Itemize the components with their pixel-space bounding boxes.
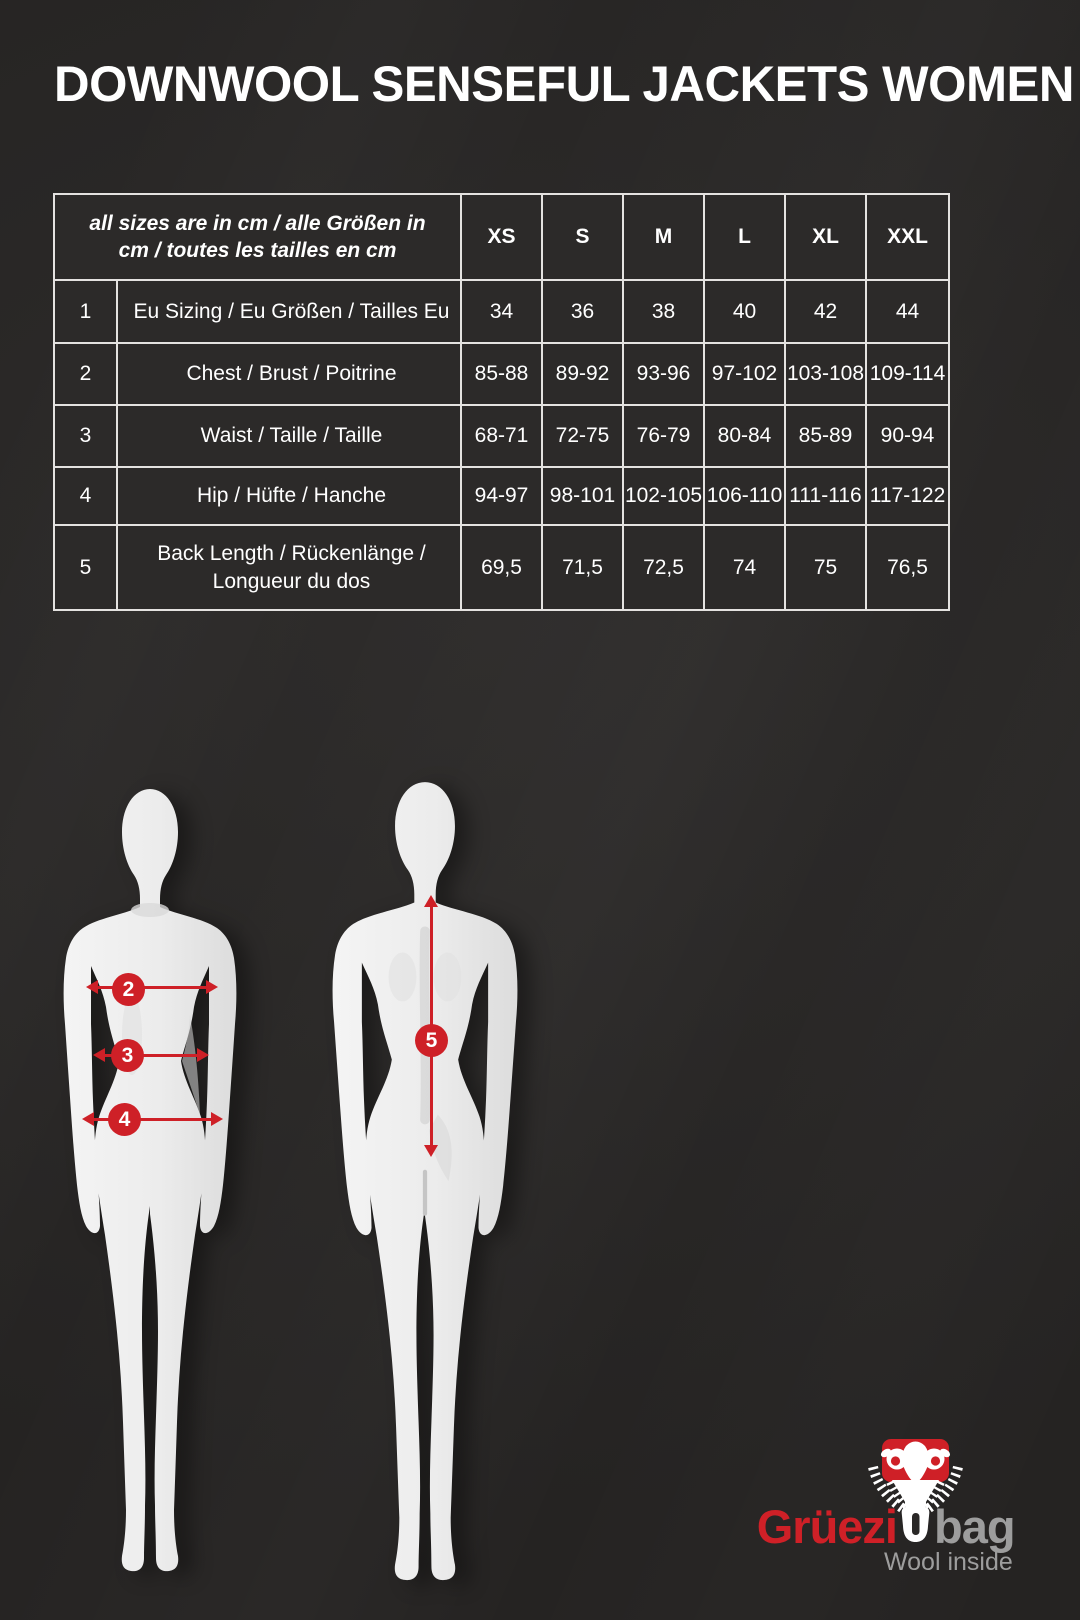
- size-header-xl: XL: [785, 194, 866, 280]
- cell-value: 80-84: [704, 405, 785, 467]
- cell-value: 90-94: [866, 405, 949, 467]
- cell-value: 42: [785, 280, 866, 343]
- table-row-waist: [54, 405, 949, 467]
- table-header-row: [54, 194, 949, 280]
- row-label: Waist / Taille / Taille: [117, 405, 461, 467]
- row-number: 4: [54, 467, 117, 525]
- size-header-s: S: [542, 194, 623, 280]
- waist-marker-badge: 3: [111, 1039, 144, 1072]
- cell-value: 38: [623, 280, 704, 343]
- size-header-m: M: [623, 194, 704, 280]
- size-table: [53, 193, 950, 611]
- logo-brand-red: Grüezi: [756, 1500, 897, 1553]
- hip-marker-badge: 4: [108, 1103, 141, 1136]
- table-row-hip: [54, 467, 949, 525]
- cell-value: 34: [461, 280, 542, 343]
- cell-value: 75: [785, 525, 866, 610]
- row-number: 1: [54, 280, 117, 343]
- cell-value: 109-114: [866, 343, 949, 405]
- logo-brand-gray: bag: [934, 1500, 1015, 1553]
- row-number: 2: [54, 343, 117, 405]
- row-number: 3: [54, 405, 117, 467]
- row-number: 5: [54, 525, 117, 610]
- cell-value: 44: [866, 280, 949, 343]
- row-label: Back Length / Rückenlänge / Longueur du dos: [117, 525, 461, 610]
- cell-value: 117-122: [866, 467, 949, 525]
- size-header-xxl: XXL: [866, 194, 949, 280]
- cell-value: 102-105: [623, 467, 704, 525]
- cell-value: 40: [704, 280, 785, 343]
- cell-value: 98-101: [542, 467, 623, 525]
- row-label: Eu Sizing / Eu Größen / Tailles Eu: [117, 280, 461, 343]
- table-row-back-length: [54, 525, 949, 610]
- cell-value: 85-88: [461, 343, 542, 405]
- row-label: Hip / Hüfte / Hanche: [117, 467, 461, 525]
- cell-value: 71,5: [542, 525, 623, 610]
- cell-value: 89-92: [542, 343, 623, 405]
- cell-value: 94-97: [461, 467, 542, 525]
- table-row-eu-sizing: [54, 280, 949, 343]
- back-length-marker-badge: 5: [415, 1024, 448, 1057]
- size-header-xs: XS: [461, 194, 542, 280]
- size-header-l: L: [704, 194, 785, 280]
- cell-value: 93-96: [623, 343, 704, 405]
- cell-value: 106-110: [704, 467, 785, 525]
- cell-value: 69,5: [461, 525, 542, 610]
- cell-value: 111-116: [785, 467, 866, 525]
- cell-value: 72-75: [542, 405, 623, 467]
- cell-value: 68-71: [461, 405, 542, 467]
- table-row-chest: [54, 343, 949, 405]
- row-label: Chest / Brust / Poitrine: [117, 343, 461, 405]
- cell-value: 103-108: [785, 343, 866, 405]
- cell-value: 36: [542, 280, 623, 343]
- cell-value: 76-79: [623, 405, 704, 467]
- cell-value: 85-89: [785, 405, 866, 467]
- cell-value: 76,5: [866, 525, 949, 610]
- unit-note: all sizes are in cm / alle Größen in cm / toutes les tailles en cm: [54, 194, 461, 280]
- cell-value: 97-102: [704, 343, 785, 405]
- cell-value: 74: [704, 525, 785, 610]
- page-title: DOWNWOOL SENSEFUL JACKETS WOMEN: [54, 56, 1074, 112]
- chest-marker-badge: 2: [112, 973, 145, 1006]
- cell-value: 72,5: [623, 525, 704, 610]
- logo-tagline: Wool inside: [884, 1548, 1013, 1576]
- neck-shadow: [131, 903, 169, 917]
- gruezi-bag-logo: [715, 1400, 1065, 1600]
- mannequin-front-figure: [50, 785, 250, 1575]
